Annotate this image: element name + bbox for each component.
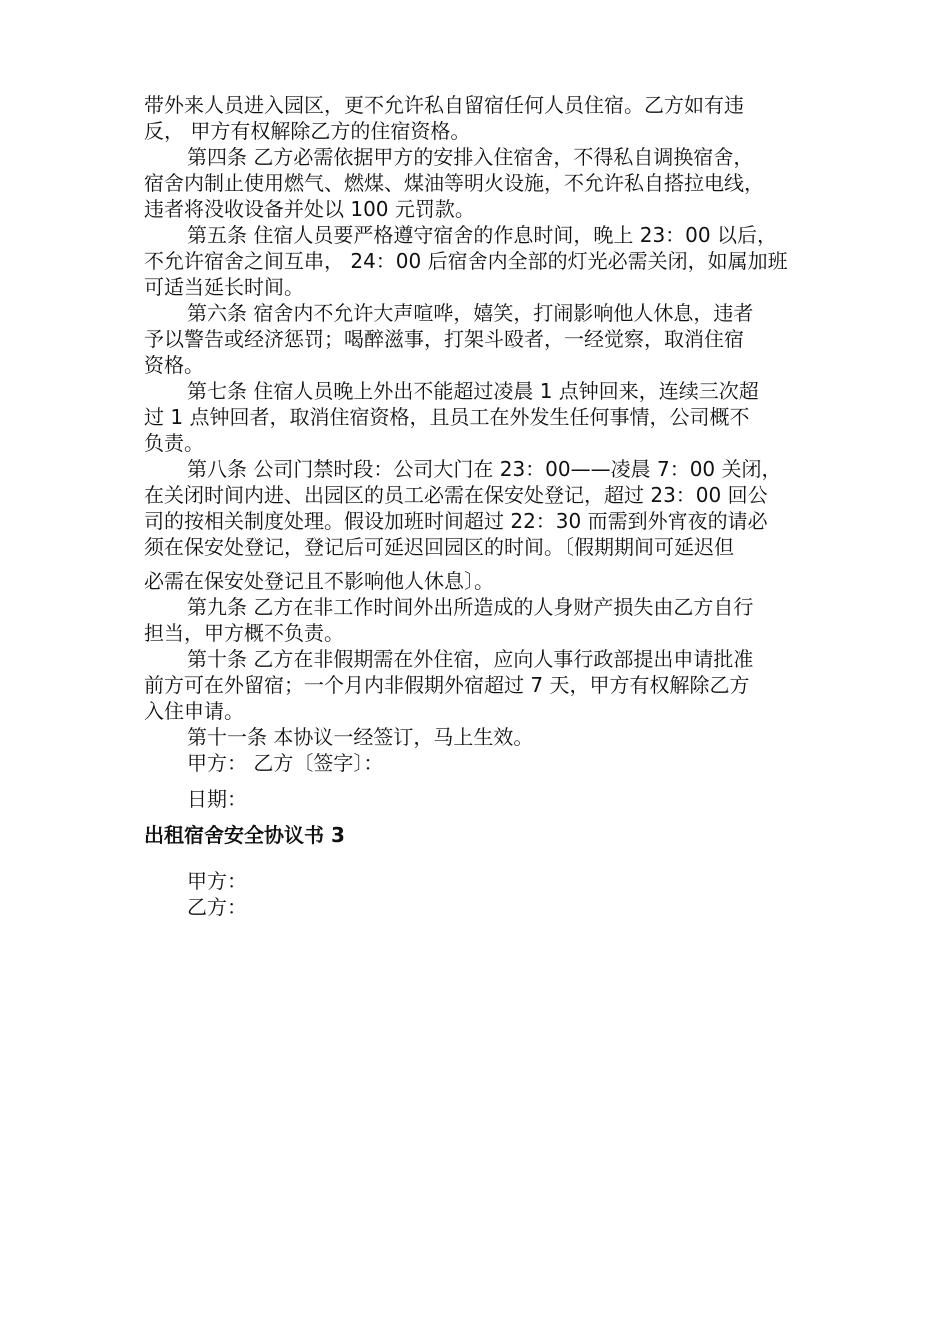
- party-a-label: 甲方：: [187, 869, 247, 893]
- section-heading: 出租宿舍安全协议书 3: [144, 823, 345, 847]
- text-line: 带外来人员进入园区，更不允许私自留宿任何人员住宿。乙方如有违: [144, 93, 744, 117]
- text-line: 反， 甲方有权解除乙方的住宿资格。: [144, 119, 471, 143]
- text-line: 须在保安处登记，登记后可延迟回园区的时间。〔假期期间可延迟但: [144, 535, 734, 559]
- text-line: 司的按相关制度处理。假设加班时间超过 22：30 而需到外宵夜的请必: [144, 509, 768, 533]
- text-line: 予以警告或经济惩罚；喝醉滋事，打架斗殴者，一经觉察，取消住宿: [144, 327, 744, 351]
- text-line: 违者将没收设备并处以 100 元罚款。: [144, 197, 475, 221]
- article-4: 第四条 乙方必需依据甲方的安排入住宿舍，不得私自调换宿舍，: [187, 145, 754, 169]
- text-line: 可适当延长时间。: [144, 275, 304, 299]
- text-line: 宿舍内制止使用燃气、燃煤、煤油等明火设施，不允许私自搭拉电线，: [144, 171, 764, 195]
- document-page: [144, 92, 834, 920]
- article-9: 第九条 乙方在非工作时间外出所造成的人身财产损失由乙方自行: [187, 595, 754, 619]
- text-line: 入住申请。: [144, 699, 244, 723]
- article-8: 第八条 公司门禁时段：公司大门在 23：00——凌晨 7：00 关闭，: [187, 457, 782, 481]
- party-b-label: 乙方：: [187, 895, 247, 919]
- article-7: 第七条 住宿人员晚上外出不能超过凌晨 1 点钟回来，连续三次超: [187, 379, 759, 403]
- text-line: 负责。: [144, 431, 204, 455]
- article-11: 第十一条 本协议一经签订，马上生效。: [187, 725, 534, 749]
- article-5: 第五条 住宿人员要严格遵守宿舍的作息时间，晚上 23：00 以后，: [187, 223, 777, 247]
- text-line: 担当，甲方概不负责。: [144, 621, 344, 645]
- article-6: 第六条 宿舍内不允许大声喧哗，嬉笑，打闹影响他人休息，违者: [187, 301, 754, 325]
- text-line: 过 1 点钟回者，取消住宿资格，且员工在外发生任何事情，公司概不: [144, 405, 750, 429]
- signature-line: 甲方： 乙方〔签字〕：: [187, 751, 384, 775]
- text-line: 资格。: [144, 353, 204, 377]
- date-line: 日期：: [187, 787, 247, 811]
- text-line: 在关闭时间内进、出园区的员工必需在保安处登记，超过 23：00 回公: [144, 483, 768, 507]
- article-10: 第十条 乙方在非假期需在外住宿，应向人事行政部提出申请批准: [187, 647, 754, 671]
- text-line: 不允许宿舍之间互串， 24：00 后宿舍内全部的灯光必需关闭，如属加班: [144, 249, 788, 273]
- text-line: 必需在保安处登记且不影响他人休息〕。: [144, 569, 494, 593]
- text-line: 前方可在外留宿；一个月内非假期外宿超过 7 天，甲方有权解除乙方: [144, 673, 750, 697]
